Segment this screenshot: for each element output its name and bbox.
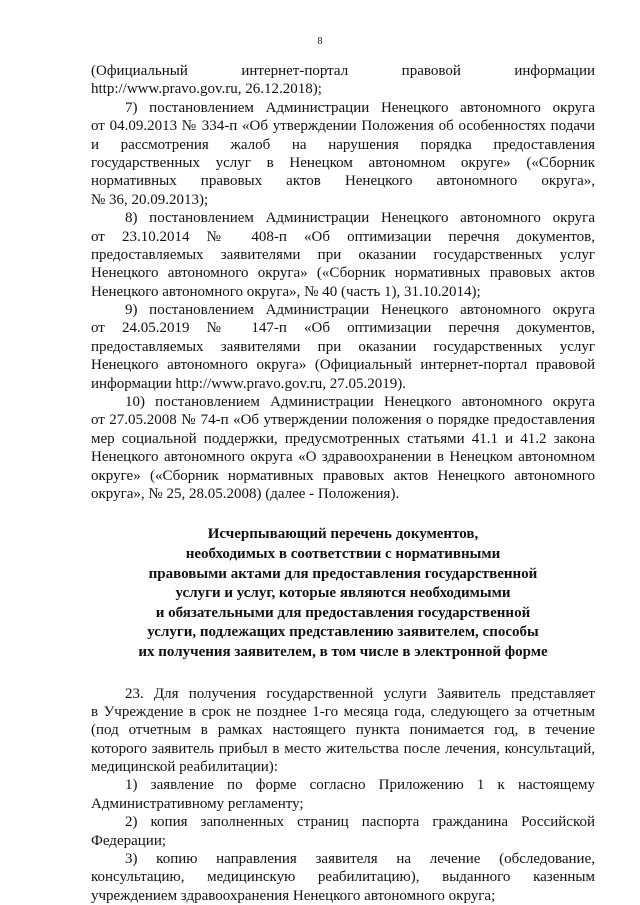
paragraph-line: 9) постановлением Администрации Ненецкого автономного округа: [125, 302, 595, 319]
paragraph-line: от 23.10.2014 № 408-п «Об оптимизации перечня документов,: [91, 228, 595, 245]
paragraph: [91, 685, 595, 777]
paragraph: [91, 301, 595, 393]
page-number: 8: [317, 36, 323, 47]
paragraph-line: которого заявитель прибыл в место жительства после лечения, консультаций,: [91, 740, 595, 757]
paragraph: [91, 850, 595, 905]
paragraph-line: предоставляемых заявителями при оказании государственных услуг: [91, 246, 595, 263]
paragraph-line: учреждением здравоохранения Ненецкого автономного округа;: [91, 887, 496, 904]
paragraph-line: консультацию, медицинскую реабилитацию), выданного казенным: [91, 869, 595, 886]
paragraph: [91, 209, 595, 301]
paragraph-line: 1) заявление по форме согласно Приложению 1 к настоящему: [125, 777, 595, 794]
section-heading: [91, 525, 595, 662]
paragraph-line: http://www.pravo.gov.ru, 26.12.2018);: [91, 81, 322, 98]
paragraph-line: мер социальной поддержки, предусмотренных статьями 41.1 и 41.2 закона: [91, 430, 595, 447]
heading-line: услуги, подлежащих представлению заявителем, способы: [147, 624, 539, 641]
paragraph-line: Ненецкого автономного округа» («Сборник нормативных правовых актов: [91, 265, 595, 282]
paragraph-line: от 27.05.2008 № 74-п «Об утверждении положения о порядке предоставления: [91, 412, 595, 429]
paragraph-line: нормативных правовых актов Ненецкого автономного округа»,: [91, 173, 595, 190]
paragraph-line: округе» («Сборник нормативных правовых актов Ненецкого автономного: [91, 467, 595, 484]
paragraph: [91, 99, 595, 209]
heading-line: необходимых в соответствии с нормативными: [185, 545, 501, 562]
paragraph-line: государственных услуг в Ненецком автономном округе» («Сборник: [91, 154, 595, 171]
paragraph-line: Ненецкого автономного округа» (Официальный интернет-портал правовой: [91, 357, 595, 374]
paragraph: [91, 813, 595, 850]
paragraph: [91, 62, 595, 99]
paragraph-line: от 24.05.2019 № 147-п «Об оптимизации перечня документов,: [91, 320, 595, 337]
paragraph-line: Федерации;: [91, 832, 167, 849]
paragraph-line: (под отчетным в рамках настоящего пункта понимается год, в течение: [91, 722, 595, 739]
heading-line: и обязательными для предоставления государственной: [155, 604, 531, 621]
heading-line: их получения заявителем, в том числе в электронной форме: [138, 643, 548, 660]
heading-line: Исчерпывающий перечень документов,: [207, 526, 479, 543]
heading-line: услуги и услуг, которые являются необходимыми: [175, 585, 511, 602]
paragraph-line: 8) постановлением Администрации Ненецкого автономного округа: [125, 210, 595, 227]
paragraph-line: Административному регламенту;: [91, 795, 304, 812]
paragraph-line: Ненецкого автономного округа», № 40 (часть 1), 31.10.2014);: [91, 283, 481, 300]
paragraph-line: 7) постановлением Администрации Ненецкого автономного округа: [125, 99, 595, 116]
paragraph-line: 3) копию направления заявителя на лечение (обследование,: [125, 851, 595, 868]
document-body: [91, 62, 595, 905]
paragraph-line: медицинской реабилитации):: [91, 759, 278, 776]
paragraph-line: 10) постановлением Администрации Ненецкого автономного округа: [125, 394, 595, 411]
paragraph-line: 23. Для получения государственной услуги Заявитель представляет: [125, 685, 595, 702]
paragraph-line: (Официальный интернет-портал правовой информации: [91, 63, 595, 79]
heading-line: правовыми актами для предоставления государственной: [148, 565, 538, 582]
paragraph-line: информации http://www.pravo.gov.ru, 27.05.2019).: [91, 375, 406, 392]
paragraph-line: № 36, 20.09.2013);: [91, 191, 209, 208]
paragraph-line: 2) копия заполненных страниц паспорта гражданина Российской: [125, 814, 595, 831]
paragraph-line: от 04.09.2013 № 334-п «Об утверждении Положения об особенностях подачи: [91, 118, 595, 135]
paragraph-line: Ненецкого автономного округа «О здравоохранении в Ненецком автономном: [91, 449, 595, 466]
paragraph-line: предоставляемых заявителями при оказании государственных услуг: [91, 338, 595, 355]
paragraph: [91, 776, 595, 813]
paragraph-line: и рассмотрения жалоб на нарушения порядка предоставления: [91, 136, 595, 153]
paragraph-line: в Учреждение в срок не позднее 1-го месяца года, следующего за отчетным: [91, 703, 595, 720]
paragraph: [91, 393, 595, 503]
paragraph-line: округа», № 25, 28.05.2008) (далее - Положения).: [91, 485, 400, 502]
